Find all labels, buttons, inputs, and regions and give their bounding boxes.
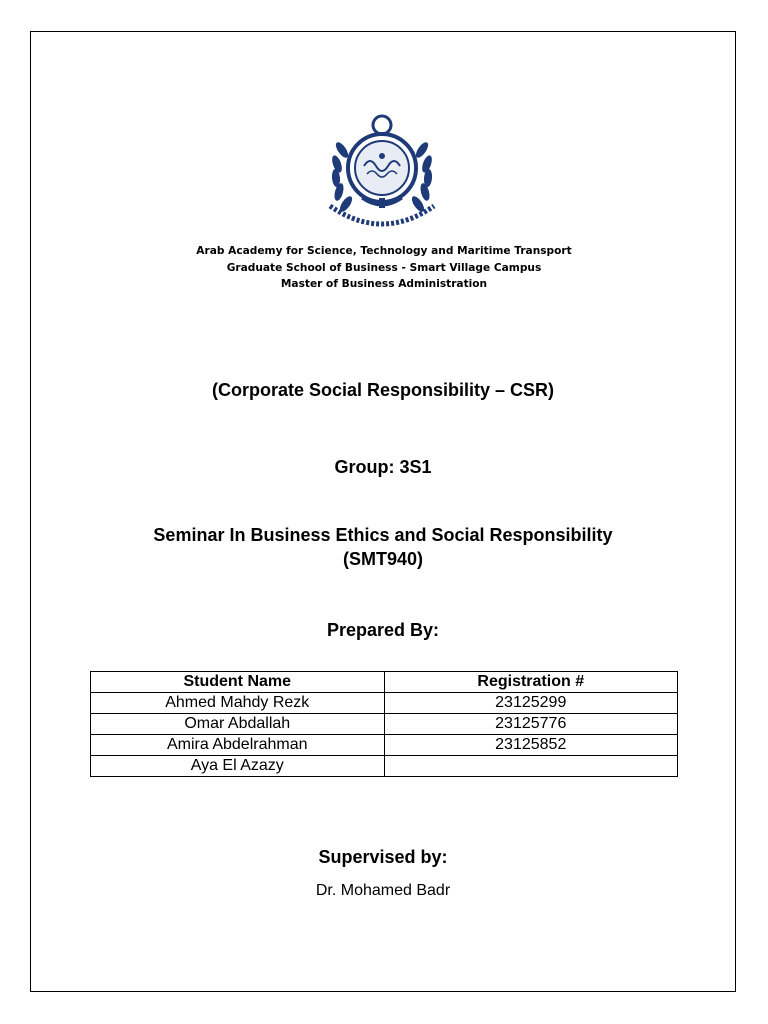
registration-cell bbox=[384, 756, 678, 777]
registration-cell: 23125852 bbox=[384, 735, 678, 756]
student-name-cell: Aya El Azazy bbox=[91, 756, 385, 777]
supervisor-name: Dr. Mohamed Badr bbox=[315, 882, 451, 899]
table-row bbox=[91, 693, 678, 714]
student-name-cell: Amira Abdelrahman bbox=[91, 735, 385, 756]
group-label: Group: 3S1 bbox=[334, 457, 432, 477]
table-row bbox=[91, 714, 678, 735]
institution-header bbox=[166, 110, 602, 300]
table-row bbox=[91, 756, 678, 777]
prepared-by-label: Prepared By: bbox=[326, 620, 440, 640]
document-title: (Corporate Social Responsibility – CSR) bbox=[211, 380, 555, 400]
supervised-by-label: Supervised by: bbox=[318, 847, 448, 867]
school-name: Graduate School of Business - Smart Village Campus bbox=[226, 261, 542, 274]
students-table bbox=[90, 671, 678, 777]
column-header-student-name: Student Name bbox=[91, 672, 385, 693]
aast-seal-icon bbox=[312, 110, 452, 236]
table-header-row bbox=[91, 672, 678, 693]
institution-lines bbox=[166, 243, 602, 293]
program-name: Master of Business Administration bbox=[280, 278, 488, 290]
registration-cell: 23125776 bbox=[384, 714, 678, 735]
course-code: (SMT940) bbox=[342, 549, 423, 569]
institution-name: Arab Academy for Science, Technology and Maritime Transport bbox=[196, 245, 572, 257]
student-name-cell: Ahmed Mahdy Rezk bbox=[91, 693, 385, 714]
course-name: Seminar In Business Ethics and Social Responsibility bbox=[153, 525, 613, 545]
column-header-registration: Registration # bbox=[384, 672, 678, 693]
student-name-cell: Omar Abdallah bbox=[91, 714, 385, 735]
registration-cell: 23125299 bbox=[384, 693, 678, 714]
course-title bbox=[30, 523, 736, 571]
table-row bbox=[91, 735, 678, 756]
